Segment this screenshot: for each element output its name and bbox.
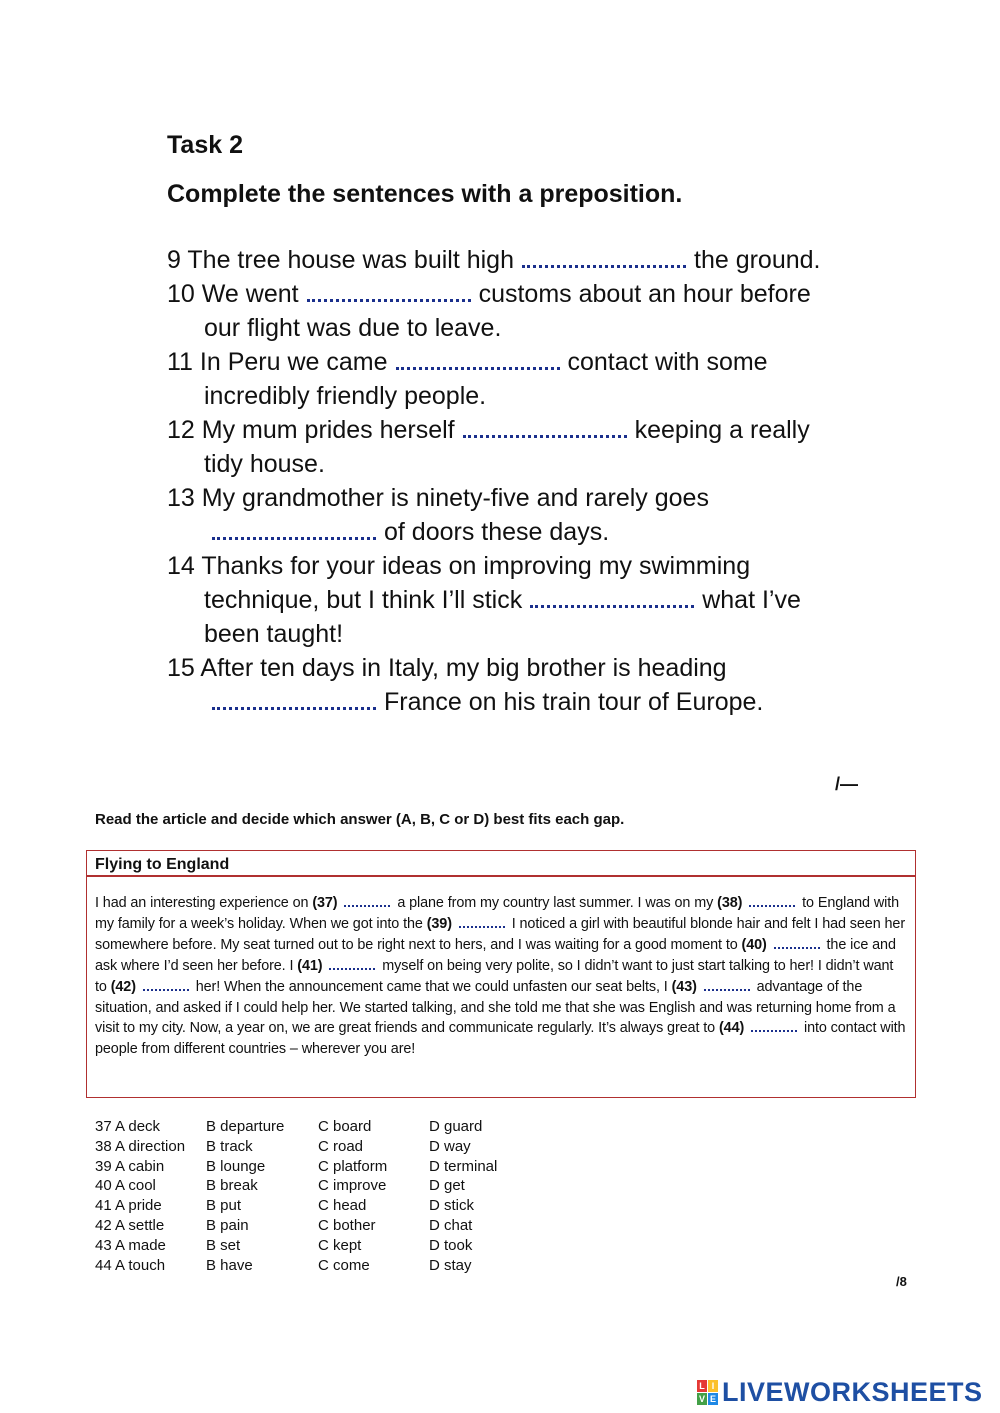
sentence-text-before: We went xyxy=(201,280,299,308)
option-cell: D chat xyxy=(429,1216,473,1234)
article-text: I had an interesting experience on xyxy=(95,895,313,911)
option-cell: D terminal xyxy=(429,1157,498,1175)
answer-gap-13[interactable] xyxy=(212,536,376,540)
corner-mark: /— xyxy=(835,774,859,794)
option-cell: C platform xyxy=(318,1157,388,1175)
sentence-text-after: keeping a really tidy house. xyxy=(204,416,810,478)
article-text: advantage of the situation, and asked if I could help her. We started talking, and she told me that she was English and was returning home from a visit to my city. Now, a year on, we are great friends and communicate regularly. It’s always great to xyxy=(95,978,896,1037)
option-cell: D stick xyxy=(429,1197,474,1215)
logo-letter: L xyxy=(697,1380,707,1392)
liveworksheets-logo-icon xyxy=(697,1380,718,1405)
option-row xyxy=(95,1236,497,1256)
article-title: Flying to England xyxy=(87,851,915,877)
option-cell: D get xyxy=(429,1177,465,1195)
sentence-text-before: In Peru we came xyxy=(199,348,388,376)
sentence-text-before: The tree house was built high xyxy=(187,246,514,274)
sentence-text-after: customs about an hour before our flight was due to leave. xyxy=(204,280,811,342)
option-row xyxy=(95,1196,497,1216)
sentence-list xyxy=(167,243,847,719)
article-answer-gap[interactable] xyxy=(459,925,505,928)
article-text: her! When the announcement came that we could unfasten our seat belts, I xyxy=(191,978,672,995)
option-cell: C head xyxy=(318,1197,367,1215)
option-row xyxy=(95,1117,497,1137)
option-cell: C kept xyxy=(318,1236,362,1254)
option-cell: D guard xyxy=(429,1118,483,1135)
gap-number: (44) xyxy=(718,1020,745,1037)
sentence-14 xyxy=(167,549,847,651)
option-cell: D way xyxy=(429,1137,471,1155)
sentence-text-before: My mum prides herself xyxy=(201,416,455,444)
sentence-10 xyxy=(167,277,847,345)
option-cell: B pain xyxy=(206,1216,249,1234)
logo-letter: E xyxy=(709,1393,716,1404)
sentence-11 xyxy=(167,345,847,413)
option-cell: 42 A settle xyxy=(95,1216,165,1234)
article-answer-gap[interactable] xyxy=(749,904,795,907)
sentence-text-after: the ground. xyxy=(694,246,821,274)
gap-number: (43) xyxy=(671,978,697,995)
option-cell: B departure xyxy=(206,1118,285,1135)
article-body xyxy=(87,877,915,1060)
reading-instruction: Read the article and decide which answer (A, B, C or D) best fits each gap. xyxy=(95,811,625,828)
gap-number: (39) xyxy=(426,915,452,932)
task-title: Task 2 xyxy=(167,131,243,159)
brand xyxy=(697,1377,983,1407)
sentence-text-after: what I’ve been taught! xyxy=(204,586,801,648)
gap-number: (40) xyxy=(741,936,767,953)
sentence-12 xyxy=(167,413,847,481)
sentence-13 xyxy=(167,481,847,549)
answer-options-table xyxy=(95,1117,497,1275)
answer-gap-10[interactable] xyxy=(307,298,471,302)
option-cell: C road xyxy=(318,1137,364,1155)
option-cell: C board xyxy=(318,1118,372,1135)
sentence-number: 13 xyxy=(167,484,195,512)
sentence-number: 9 xyxy=(167,246,181,274)
option-cell: 37 A deck xyxy=(95,1118,161,1135)
option-cell: B have xyxy=(206,1256,253,1274)
option-cell: C come xyxy=(318,1256,370,1274)
sentence-text-after: of doors these days. xyxy=(384,518,610,546)
answer-gap-9[interactable] xyxy=(522,264,686,268)
sentence-number: 10 xyxy=(167,280,195,308)
article-text: a plane from my country last summer. I was on my xyxy=(393,895,718,911)
option-cell: 38 A direction xyxy=(95,1137,186,1155)
article-text: into contact with people from different countries – wherever you are! xyxy=(95,1020,906,1058)
article-answer-gap[interactable] xyxy=(774,946,820,949)
article-text: I noticed a girl with beautiful blonde hair and felt I had seen her somewhere before. My seat turned out to be right next to hers, and I was waiting for a good moment to xyxy=(95,915,906,953)
brand-name: LIVEWORKSHEETS xyxy=(722,1376,983,1407)
logo-letter: I xyxy=(708,1380,718,1392)
option-row xyxy=(95,1137,497,1157)
option-cell: B break xyxy=(206,1177,258,1195)
sentence-text-after: France on his train tour of Europe. xyxy=(384,688,764,716)
sentence-number: 15 xyxy=(167,654,195,682)
sentence-text-before: Thanks for your ideas on improving my swimming technique, but I think I’ll stick xyxy=(201,552,751,614)
option-cell: D stay xyxy=(429,1256,472,1274)
option-row xyxy=(95,1216,497,1236)
option-cell: B put xyxy=(206,1197,242,1215)
sentence-number: 14 xyxy=(167,552,195,580)
sentence-text-before: After ten days in Italy, my big brother is heading xyxy=(200,654,727,682)
option-cell: B set xyxy=(206,1236,241,1254)
option-row xyxy=(95,1157,497,1177)
article-answer-gap[interactable] xyxy=(704,988,750,991)
option-cell: D took xyxy=(429,1236,473,1254)
sentence-text-before: My grandmother is ninety-five and rarely goes xyxy=(201,484,709,512)
answer-gap-11[interactable] xyxy=(396,366,560,370)
sentence-15 xyxy=(167,651,847,719)
option-cell: 43 A made xyxy=(95,1236,166,1254)
article-answer-gap[interactable] xyxy=(751,1029,797,1032)
article-answer-gap[interactable] xyxy=(143,988,189,991)
article-text: the ice and ask where I’d seen her before. I xyxy=(95,936,896,974)
score-mark: /8 xyxy=(896,1274,907,1289)
answer-gap-15[interactable] xyxy=(212,706,376,710)
gap-number: (42) xyxy=(110,978,136,995)
article-answer-gap[interactable] xyxy=(329,967,375,970)
option-cell: 41 A pride xyxy=(95,1197,162,1215)
article-answer-gap[interactable] xyxy=(344,904,390,907)
answer-gap-12[interactable] xyxy=(463,434,627,438)
option-cell: C bother xyxy=(318,1216,376,1234)
option-cell: B track xyxy=(206,1137,253,1155)
sentence-9 xyxy=(167,243,847,277)
task-instruction: Complete the sentences with a preposition. xyxy=(167,180,683,208)
article-box xyxy=(86,850,916,1098)
sentence-number: 12 xyxy=(167,416,195,444)
option-cell: C improve xyxy=(318,1177,387,1195)
answer-gap-14[interactable] xyxy=(530,604,694,608)
gap-number: (41) xyxy=(297,957,323,974)
option-row xyxy=(95,1256,497,1276)
option-cell: 39 A cabin xyxy=(95,1157,165,1175)
option-row xyxy=(95,1176,497,1196)
option-cell: 40 A cool xyxy=(95,1177,156,1195)
logo-letter: V xyxy=(698,1393,705,1404)
sentence-number: 11 xyxy=(167,348,193,376)
sentence-text-after: contact with some incredibly friendly people. xyxy=(204,348,768,410)
article-text: to England with my family for a week’s holiday. When we got into the xyxy=(95,895,900,932)
gap-number: (37) xyxy=(312,895,338,911)
option-cell: 44 A touch xyxy=(95,1256,166,1274)
article-text: myself on being very polite, so I didn’t want to just start talking to her! I didn’t want to xyxy=(95,957,894,995)
gap-number: (38) xyxy=(717,895,743,911)
option-cell: B lounge xyxy=(206,1157,266,1175)
